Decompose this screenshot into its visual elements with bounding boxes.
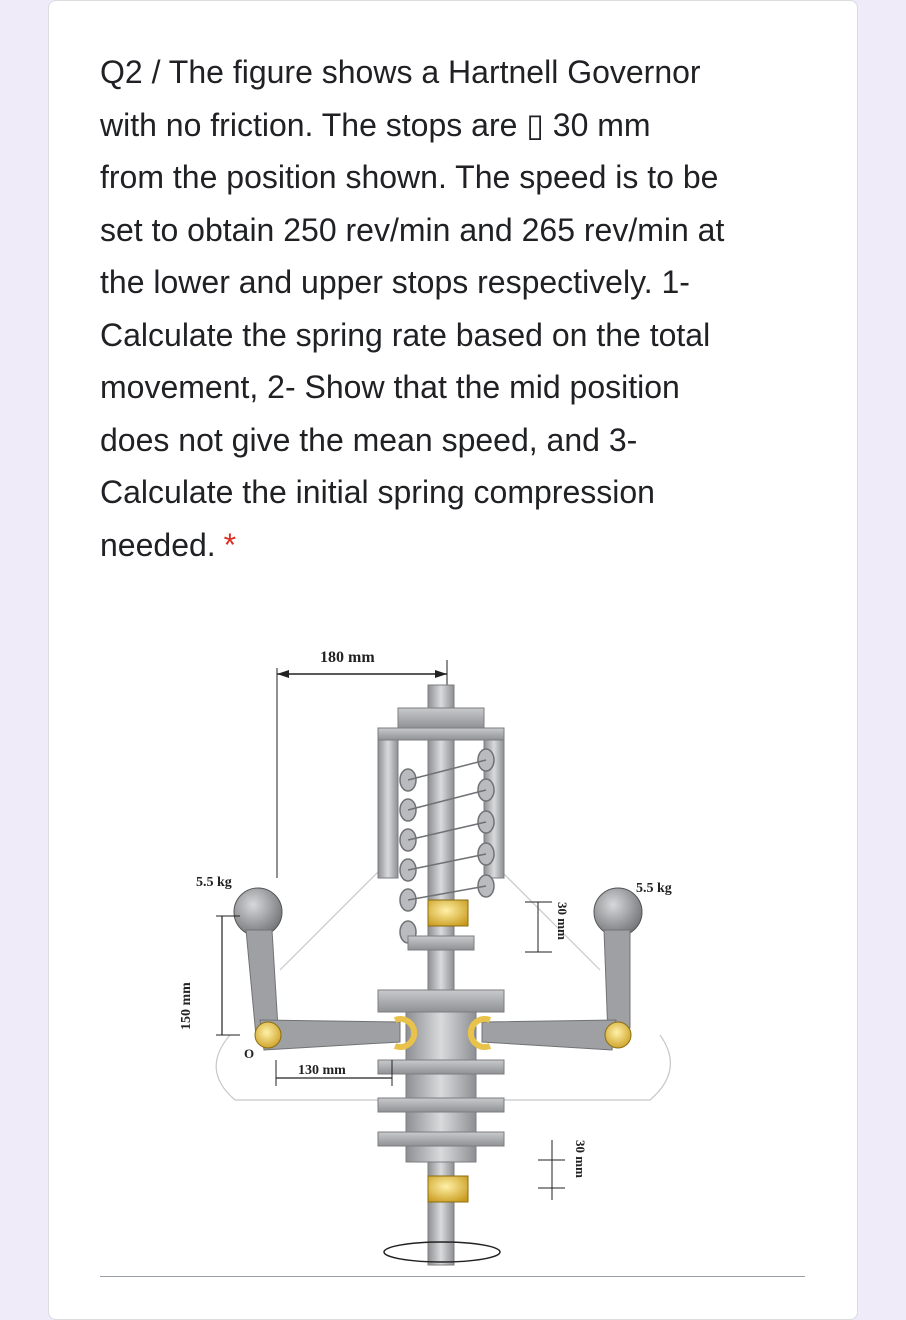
sleeve-ring-2 — [378, 1098, 504, 1112]
dimension-130-label: 130 mm — [298, 1063, 346, 1078]
question-text — [100, 46, 820, 571]
dimension-stop-upper — [525, 902, 570, 952]
question-line: does not give the mean speed, and 3- — [100, 421, 638, 458]
question-line: with no friction. The stops are ▯ 30 mm — [100, 106, 651, 143]
dimension-180 — [277, 649, 447, 878]
sleeve-ring-3 — [378, 1132, 504, 1146]
dimension-stop-upper-label: 30 mm — [555, 902, 570, 940]
dimension-stop-lower — [538, 1140, 588, 1200]
question-line: Calculate the initial spring compression — [100, 474, 655, 510]
pivot-label: O — [244, 1046, 255, 1061]
required-asterisk: * — [223, 526, 237, 563]
dimension-130 — [276, 1060, 392, 1086]
top-collar — [398, 708, 484, 728]
sleeve-flange — [378, 990, 504, 1012]
question-line-last — [100, 519, 820, 572]
dimension-150 — [179, 916, 240, 1035]
bottom-divider — [100, 1276, 805, 1277]
hartnell-governor-figure — [160, 640, 720, 1272]
stop-nut-lower — [428, 1176, 468, 1202]
dimension-stop-lower-label: 30 mm — [573, 1140, 588, 1178]
question-line: movement, 2- Show that the mid position — [100, 369, 680, 405]
stop-nut-upper — [428, 900, 468, 926]
sleeve-ring-1 — [378, 1060, 504, 1074]
bell-crank-left — [234, 888, 414, 1050]
question-line: Calculate the spring rate based on the total — [100, 316, 711, 353]
question-line: the lower and upper stops respectively. 1- — [100, 264, 690, 300]
question-line: needed. — [100, 526, 216, 563]
question-line: Q2 / The figure shows a Hartnell Governor — [100, 54, 701, 90]
question-line: from the position shown. The speed is to be — [100, 159, 719, 195]
mass-left-label: 5.5 kg — [196, 875, 232, 890]
dimension-180-label: 180 mm — [320, 649, 375, 666]
mass-right-label: 5.5 kg — [636, 881, 672, 896]
upper-washer — [408, 936, 474, 950]
question-line: set to obtain 250 rev/min and 265 rev/min at — [100, 211, 725, 248]
dimension-150-label: 150 mm — [179, 982, 194, 1030]
